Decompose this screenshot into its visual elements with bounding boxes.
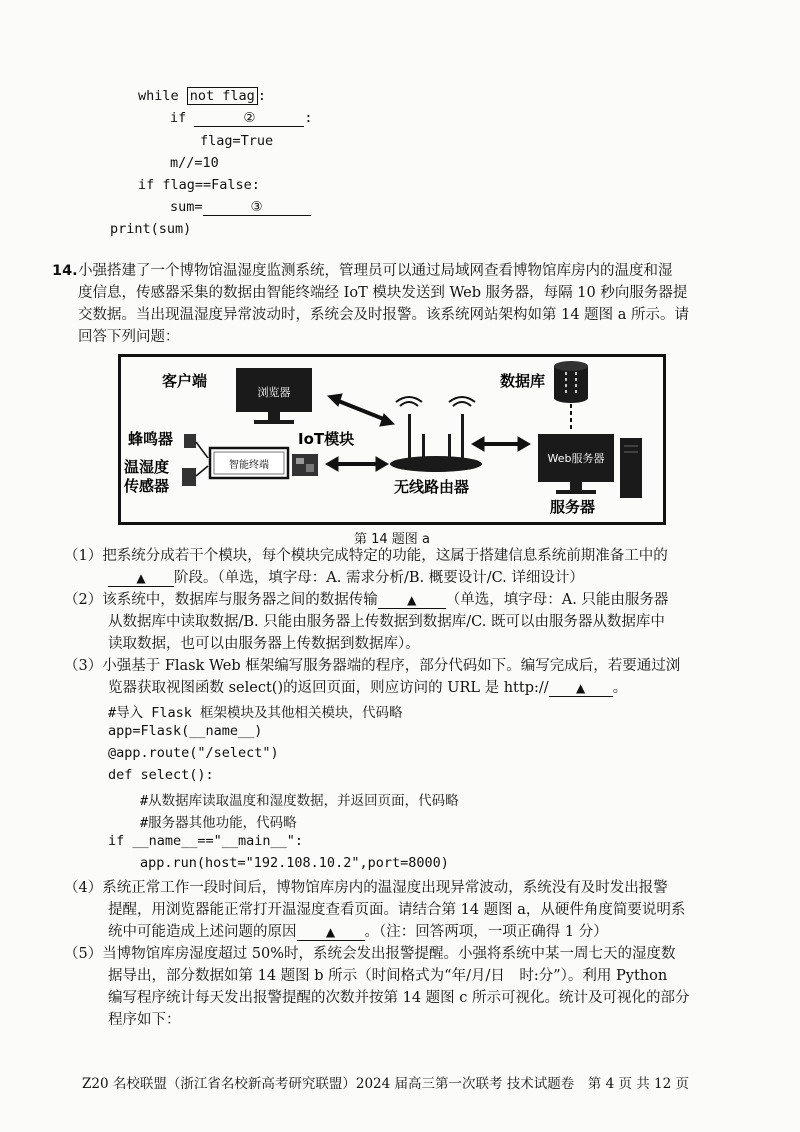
double-arrow-icon <box>328 394 394 426</box>
sub4-text: 。（注：回答两项，一项正确得 1 分） <box>364 924 608 940</box>
terminal-label: 智能终端 <box>229 460 269 471</box>
sensor-label-2: 传感器 <box>124 477 170 495</box>
q14-intro-line-3: 交数据。当出现温湿度异常波动时，系统会及时报警。该系统网站架构如第 14 题图 a 所示。请 <box>78 307 690 323</box>
q14-intro-line-2: 度信息，传感器采集的数据由智能终端经 IoT 模块发送到 Web 服务器，每隔 10 秒向服务器提 <box>78 285 688 301</box>
code-if-line <box>170 110 313 127</box>
sub2-line-2: 从数据库中读取数据/B. 只能由服务器上传数据到数据库/C. 既可以由服务器从数据库中 <box>108 614 665 630</box>
buzzer-label: 蜂鸣器 <box>128 430 174 448</box>
code-comment-db: #从数据库读取温度和湿度数据，并返回页面，代码略 <box>140 793 459 809</box>
iot-label: IoT模块 <box>298 430 355 448</box>
code-text: : <box>257 88 266 104</box>
q14-intro-line-4: 回答下列问题： <box>78 329 180 345</box>
page-footer: Z20 名校联盟（浙江省名校新高考研究联盟）2024 届高三第一次联考 技术试题卷 第 4 页 共 12 页 <box>82 1076 690 1092</box>
sub3-text: 。 <box>612 680 628 696</box>
code-text: if <box>170 110 195 126</box>
sub3-line-2 <box>108 677 627 699</box>
answer-blank: ▲ <box>549 680 613 697</box>
code-text: : <box>304 110 313 126</box>
double-arrow-icon <box>472 437 530 451</box>
sub2-text: （2）该系统中，数据库与服务器之间的数据传输 <box>64 592 378 608</box>
code-app-flask: app=Flask(__name__) <box>108 723 263 739</box>
figure-caption: 第 14 题图 a <box>354 532 430 547</box>
code-sum-line <box>170 199 311 216</box>
code-route: @app.route("/select") <box>108 745 279 761</box>
sub5-line-2: 据导出，部分数据如第 14 题图 b 所示（时间格式为“年/月/日 时:分”）。利用 Python <box>108 968 668 984</box>
code-comment-import: #导入 Flask 框架模块及其他相关模块，代码略 <box>108 705 403 721</box>
sensor-label-1: 温湿度 <box>124 458 170 476</box>
sub1-line-2 <box>108 567 584 589</box>
q14-intro-line-1: 小强搭建了一个博物馆温湿度监测系统，管理员可以通过局域网查看博物馆库房内的温度和湿 <box>78 263 673 279</box>
sub3-line-1: （3）小强基于 Flask Web 框架编写服务器端的程序，部分代码如下。编写完成后，若要通过浏 <box>64 658 681 674</box>
double-arrow-icon <box>326 457 388 471</box>
system-architecture-figure <box>118 354 666 526</box>
boxed-condition: not flag <box>187 87 258 105</box>
answer-blank-3: ③ <box>203 199 311 216</box>
sub2-text: （单选，填字母：A. 只能由服务器 <box>445 592 669 608</box>
code-text: sum= <box>170 199 203 215</box>
database-icon <box>554 361 588 403</box>
sub4-line-2: 提醒，用浏览器能正常打开温湿度查看页面。请结合第 14 题图 a，从硬件角度简要说明系 <box>108 902 686 918</box>
web-server-label: Web服务器 <box>547 452 605 465</box>
answer-blank: ▲ <box>297 924 365 941</box>
code-flag-true: flag=True <box>200 133 274 149</box>
question-number: 14. <box>52 263 78 279</box>
iot-module-icon <box>292 454 318 476</box>
code-print-sum: print(sum) <box>110 221 192 237</box>
sub5-line-1: （5）当博物馆库房湿度超过 50%时，系统会发出报警提醒。小强将系统中某一周七天的湿度数 <box>64 946 676 962</box>
sub2-line-1 <box>64 589 668 611</box>
sub1-line-1: （1）把系统分成若干个模块，每个模块完成特定的功能，这属于搭建信息系统前期准备工中的 <box>64 548 668 564</box>
database-label: 数据库 <box>500 372 546 390</box>
sub4-line-3 <box>108 921 608 943</box>
sub2-line-3: 读取数据，也可以由服务器上传数据到数据库）。 <box>108 636 420 652</box>
browser-label: 浏览器 <box>257 386 291 399</box>
answer-blank: ▲ <box>378 592 446 609</box>
code-text: while <box>138 88 187 104</box>
code-if-main: if __name__=="__main__": <box>108 833 304 849</box>
server-computer-icon <box>538 434 642 498</box>
code-def-select: def select(): <box>108 767 214 783</box>
client-label: 客户端 <box>162 372 208 390</box>
sub1-text: 阶段。（单选，填字母：A. 需求分析/B. 概要设计/C. 详细设计） <box>174 570 584 586</box>
server-label: 服务器 <box>550 498 596 516</box>
sub5-line-3: 编写程序统计每天发出报警提醒的次数并按第 14 题图 c 所示可视化。统计及可视化的部分 <box>108 990 690 1006</box>
sub3-text: 览器获取视图函数 select()的返回页面，则应访问的 URL 是 http:// <box>108 680 549 696</box>
sub4-text: 统中可能造成上述问题的原因 <box>108 924 297 940</box>
wireless-router-icon <box>390 397 482 472</box>
code-app-run: app.run(host="192.108.10.2",port=8000) <box>140 855 449 871</box>
code-comment-server: #服务器其他功能，代码略 <box>140 815 297 831</box>
code-m-div: m//=10 <box>170 155 219 171</box>
sub5-line-4: 程序如下： <box>108 1012 181 1028</box>
code-while-line <box>138 88 266 104</box>
buzzer-icon <box>184 434 196 448</box>
answer-blank-2: ② <box>194 110 304 127</box>
answer-blank: ▲ <box>108 570 174 587</box>
router-label: 无线路由器 <box>394 478 470 496</box>
sub4-line-1: （4）系统正常工作一段时间后，博物馆库房内的温湿度出现异常波动，系统没有及时发出报警 <box>64 880 668 896</box>
sensor-icon <box>182 468 196 486</box>
code-if-flag: if flag==False: <box>138 177 260 193</box>
